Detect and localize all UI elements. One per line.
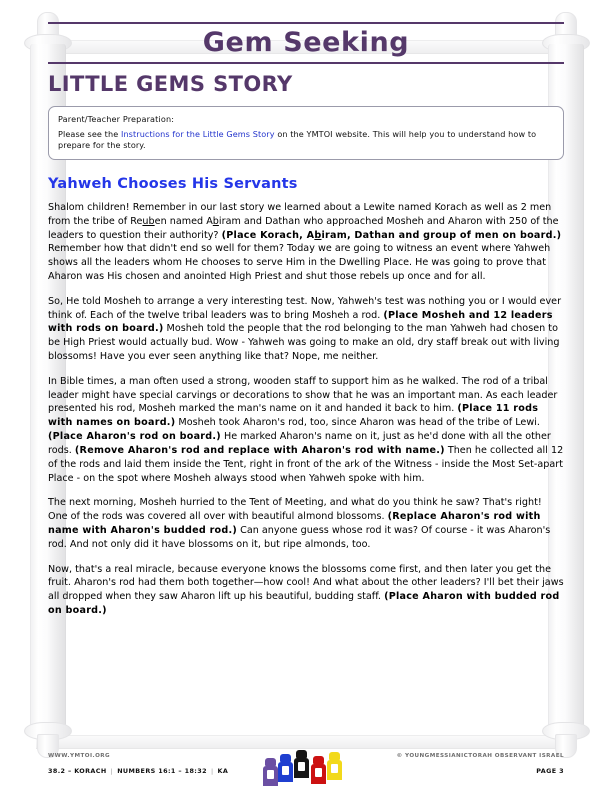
- stage-direction: (Place Korach, A: [221, 229, 315, 241]
- little-gems-instructions-link[interactable]: Instructions for the Little Gems Story: [120, 129, 275, 140]
- stage-direction: (Place Mosheh and 12 leaders with rods on board.): [48, 309, 553, 335]
- story-text: Remember how that didn't end so well for them? Today we are going to witness an event where Yahweh shows all the leaders whom He chooses to serve Him in the Dwelling Place. He was going to prove that Aharon was His chosen and anointed High Priest and shut those rebels up once and for all.: [48, 243, 551, 282]
- logo-figure-body: [311, 764, 326, 784]
- story-text: Can anyone guess whose rod it was? Of course - it was Aharon's rod. And not only did it have blossoms on it, but ripe almonds, too.: [48, 524, 551, 550]
- story-text: iram and Dathan who approached Mosheh and Aharon with 250 of the leaders to question their authority?: [48, 215, 559, 241]
- story-text: Shalom children! Remember in our last story we learned about a Lewite named Korach as well as 2 men from the tribe of Re: [48, 201, 552, 227]
- prep-text-after: on the YMTOI website. This will help you to understand how to prepare for the story.: [58, 129, 537, 150]
- footer-page-number: PAGE 3: [536, 766, 564, 775]
- footer-initials: KA: [217, 766, 229, 775]
- story-heading: Yahweh Chooses His Servants: [48, 175, 298, 192]
- logo-figure-head: [296, 750, 307, 758]
- story-text: Then he collected all 12 of the rods and laid them inside the Tent, right in front of the ark of the Witness - inside the Most Set-apart Place - on the spot where Mosheh always stood when Yahweh spoke with him.: [48, 444, 564, 484]
- prep-text-before: Please see the: [58, 129, 121, 140]
- story-paragraph: [48, 201, 564, 284]
- stage-direction: (Remove Aharon's rod and replace with Aharon's rod with name.): [74, 444, 445, 456]
- underlined-text: ub: [142, 215, 155, 227]
- title-rule-bottom: [48, 62, 564, 64]
- logo-figure-body: [327, 760, 342, 780]
- logo-figure-head: [329, 752, 340, 760]
- logo-figure: [278, 754, 293, 782]
- stage-direction: (Place Aharon with budded rod on board.): [48, 591, 560, 617]
- footer-separator-1: |: [110, 766, 114, 775]
- story-text: So, He told Mosheh to arrange a very interesting test. Now, Yahweh's test was nothing you or I would ever think of. Each of the twelve tribal leaders was to bring Mosheh a rod.: [48, 295, 562, 321]
- stage-direction: iram, Dathan and group of men on board.): [321, 229, 562, 241]
- logo-figure-body: [294, 758, 309, 778]
- logo-figure-body: [278, 762, 293, 782]
- story-paragraph: [48, 496, 564, 551]
- logo-figure: [311, 756, 326, 784]
- story-paragraph: [48, 375, 564, 486]
- story-text: Now, that's a real miracle, because everyone knows the blossoms come first, and then later you get the fruit. Aharon's rod had them both together—how cool! And what about the other leaders? I'll bet their jaws all dropped when they saw Aharon lift up his beautiful, budding staff.: [48, 563, 564, 603]
- paper-band-bottom: [36, 735, 576, 749]
- stage-direction: (Place Aharon's rod on board.): [48, 431, 221, 443]
- story-text: Mosheh told the people that the rod belonging to the man Yahweh had chosen to be High Priest would actually bud. Wow - Yahweh was going to make an old, dry staff break out with living blossoms! Have you ever seen anything like that? Nope, me neither.: [48, 323, 560, 363]
- logo-figure-head: [265, 758, 276, 766]
- parent-teacher-preparation-box: [48, 106, 564, 160]
- logo-figure: [294, 750, 309, 778]
- logo-figure: [327, 752, 342, 780]
- story-paragraph: [48, 295, 564, 364]
- footer-website[interactable]: WWW.YMTOI.ORG: [48, 753, 111, 759]
- ymtoi-kids-logo-icon: [263, 748, 349, 788]
- footer-separator-2: |: [210, 766, 214, 775]
- logo-figure-head: [313, 756, 324, 764]
- prep-body: [58, 129, 554, 151]
- underlined-text: b: [314, 229, 322, 241]
- logo-figure-head: [280, 754, 291, 762]
- stage-direction: (Replace Aharon's rod with name with Aharon's budded rod.): [48, 511, 541, 536]
- stage-direction: (Place 11 rods with names on board.): [48, 403, 539, 429]
- story-paragraph: [48, 563, 564, 618]
- story-text: In Bible times, a man often used a strong, wooden staff to support him as he walked. The rod of a tribal leader might have special carvings or decorations to show that he was an important man. As each leader presented his rod, Mosheh marked the man's name on it and handed it back to him.: [48, 375, 558, 415]
- footer-copyright: © YOUNGMESSIANICTORAH OBSERVANT ISRAEL: [396, 753, 564, 759]
- footer-reference: [48, 768, 258, 774]
- footer-right: [354, 750, 564, 774]
- story-text: He marked Aharon's name on it, just as he'd done with all the other rods.: [48, 431, 551, 456]
- logo-figure: [263, 758, 278, 786]
- page-footer: [48, 750, 564, 788]
- footer-passage: NUMBERS 16:1 – 18:32: [117, 766, 207, 775]
- footer-left: [48, 750, 258, 774]
- story-body: [48, 201, 564, 618]
- footer-lesson: 38.2 – KORACH: [48, 766, 107, 775]
- logo-figure-body: [263, 766, 278, 786]
- story-text: Mosheh took Aharon's rod, too, since Aharon was head of the tribe of Lewi.: [175, 417, 540, 429]
- story-text: The next morning, Mosheh hurried to the Tent of Meeting, and what do you think he saw? That's right! One of the rods was covered all over with beautiful almond blossoms.: [48, 497, 542, 523]
- story-text: en named A: [154, 215, 213, 227]
- story-text: [142, 216, 154, 227]
- underlined-text: b: [212, 215, 219, 227]
- page-title: Gem Seeking: [202, 27, 410, 58]
- prep-label: Parent/Teacher Preparation:: [58, 114, 175, 125]
- content-column: [48, 22, 564, 629]
- section-title: LITTLE GEMS STORY: [48, 72, 293, 96]
